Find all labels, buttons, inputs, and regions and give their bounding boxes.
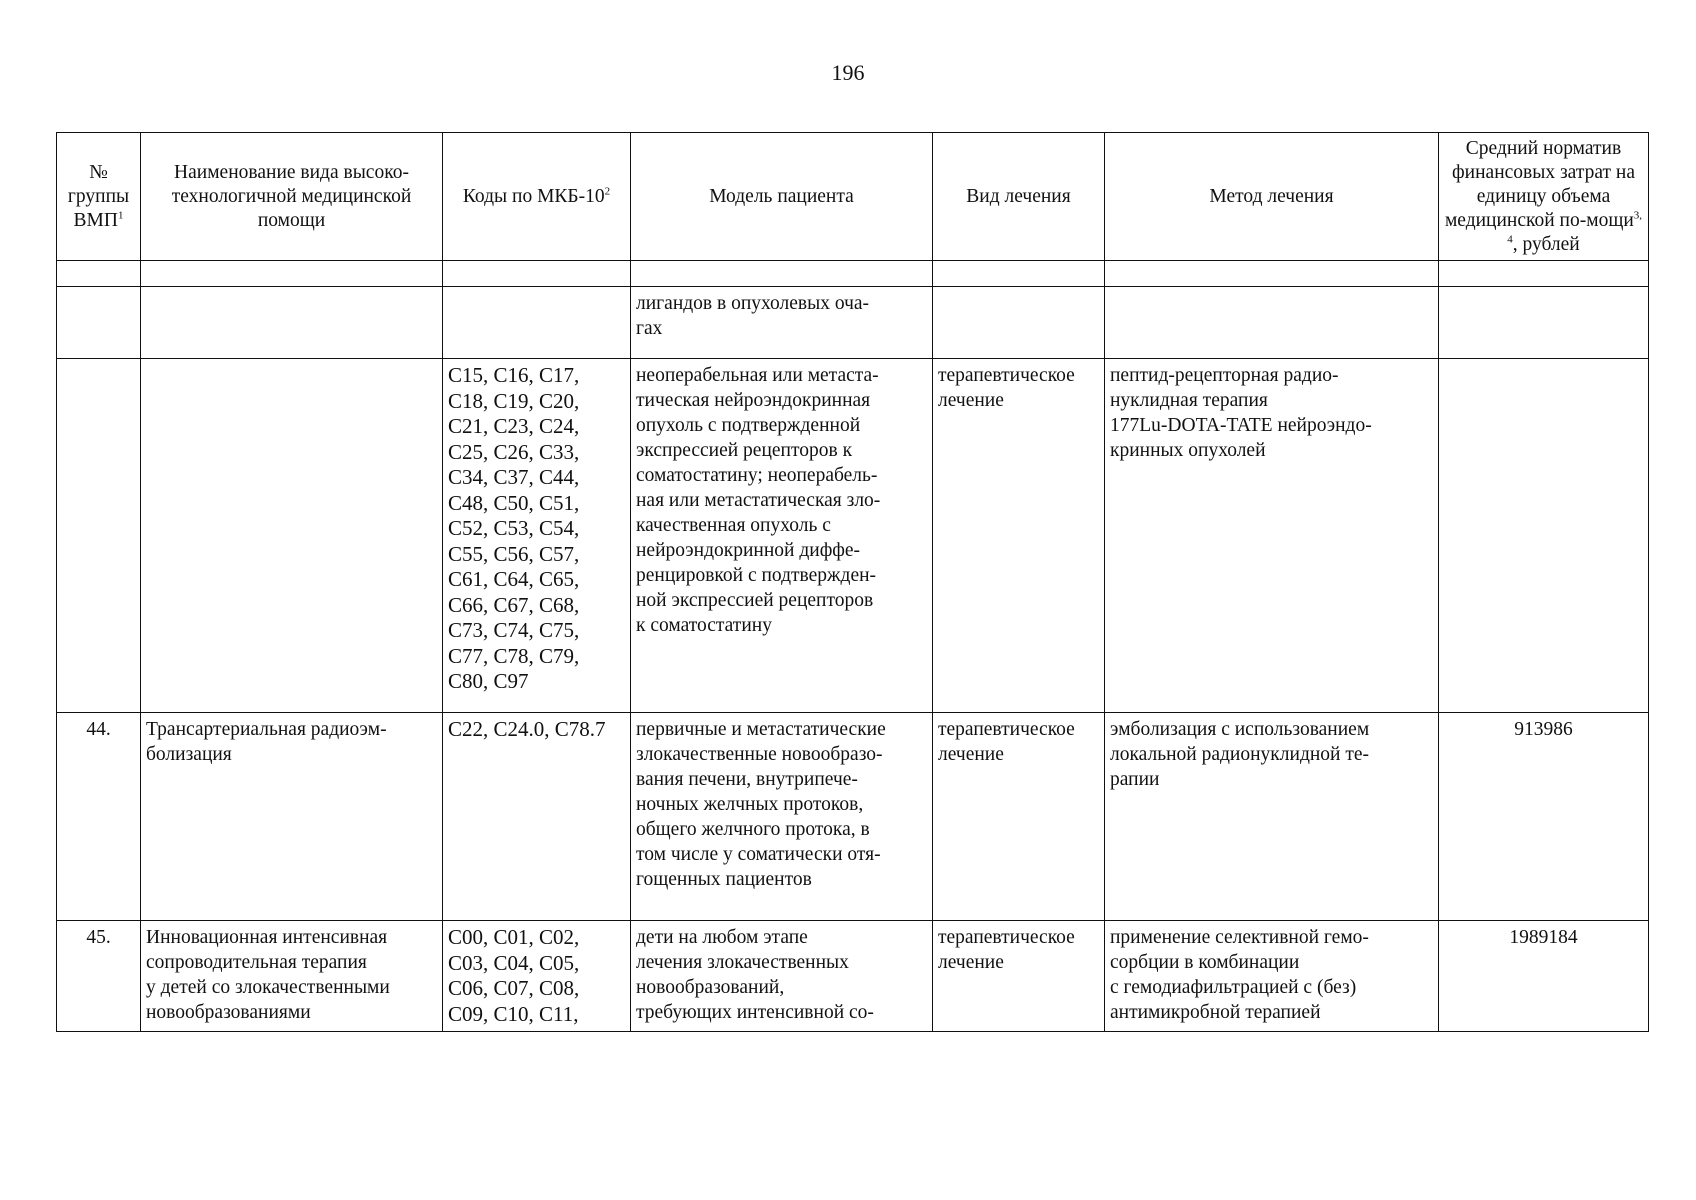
header-row <box>57 133 1649 261</box>
icd-codes-cell: C15, C16, C17, C18, C19, C20, C21, C23, C24, C25, C26, C33, C34, C37, C44, C48, C50, C51, C52, C53, C54, C55, C56, C57, C61, C64, C65, C66, C67, C68, C73, C74, C75, C77, C78, C79, C80, C97 <box>443 359 631 713</box>
treatment-type-cell: терапевтическое лечение <box>933 713 1105 921</box>
header-treatment-type: Вид лечения <box>933 133 1105 261</box>
spacer-row <box>57 261 1649 287</box>
patient-model-cell: неоперабельная или метаста- тическая нейроэндокринная опухоль с подтвержденной экспрессией рецепторов к соматостатину; неоперабель- ная или метастатическая зло- качественная опухоль с нейроэндокринной диффе- ренцировкой с подтвержден- ной экспрессией рецепторов к соматостатину <box>631 359 933 713</box>
header-care-type-name: Наименование вида высоко-технологичной медицинской помощи <box>141 133 443 261</box>
header-group-number: № группы ВМП$^1$ <box>57 133 141 261</box>
care-type-name-cell <box>141 287 443 359</box>
spacer-cell <box>1105 261 1439 287</box>
spacer-cell <box>141 261 443 287</box>
treatment-type-cell: терапевтическое лечение <box>933 921 1105 1032</box>
icd-codes-cell: C00, C01, C02, C03, C04, C05, C06, C07, C08, C09, C10, C11, <box>443 921 631 1032</box>
average-cost-cell: 913986 <box>1439 713 1649 921</box>
treatment-type-cell <box>933 287 1105 359</box>
table-row <box>57 713 1649 921</box>
treatment-method-cell <box>1105 287 1439 359</box>
care-type-name-cell <box>141 359 443 713</box>
vmp-table <box>56 132 1649 1032</box>
average-cost-cell <box>1439 287 1649 359</box>
spacer-cell <box>933 261 1105 287</box>
table-row <box>57 287 1649 359</box>
group-number-cell <box>57 359 141 713</box>
header-average-cost: Средний норматив финансовых затрат на единицу объема медицинской по-мощи$^{3, 4}$, рублей <box>1439 133 1649 261</box>
patient-model-cell: дети на любом этапе лечения злокачественных новообразований, требующих интенсивной со- <box>631 921 933 1032</box>
group-number-cell: 45. <box>57 921 141 1032</box>
icd-codes-cell <box>443 287 631 359</box>
treatment-method-cell: пептид-рецепторная радио- нуклидная терапия 177Lu-DOTA-TATE нейроэндо- кринных опухолей <box>1105 359 1439 713</box>
treatment-method-cell: эмболизация с использованием локальной радионуклидной те- рапии <box>1105 713 1439 921</box>
spacer-cell <box>443 261 631 287</box>
header-patient-model: Модель пациента <box>631 133 933 261</box>
treatment-type-cell: терапевтическое лечение <box>933 359 1105 713</box>
spacer-cell <box>57 261 141 287</box>
average-cost-cell: 1989184 <box>1439 921 1649 1032</box>
average-cost-cell <box>1439 359 1649 713</box>
header-icd-codes: Коды по МКБ-$10^2$ <box>443 133 631 261</box>
care-type-name-cell: Трансартериальная радиоэм- болизация <box>141 713 443 921</box>
table-row <box>57 359 1649 713</box>
spacer-cell <box>1439 261 1649 287</box>
table-row <box>57 921 1649 1032</box>
patient-model-cell: первичные и метастатические злокачественные новообразо- вания печени, внутрипече- ночных желчных протоков, общего желчного протока, в том числе у соматически отя- гощенных пациентов <box>631 713 933 921</box>
group-number-cell: 44. <box>57 713 141 921</box>
icd-codes-cell: C22, C24.0, C78.7 <box>443 713 631 921</box>
group-number-cell <box>57 287 141 359</box>
page-number: 196 <box>831 60 865 85</box>
spacer-cell <box>631 261 933 287</box>
header-treatment-method: Метод лечения <box>1105 133 1439 261</box>
patient-model-cell: лигандов в опухолевых оча- гах <box>631 287 933 359</box>
treatment-method-cell: применение селективной гемо- сорбции в комбинации с гемодиафильтрацией с (без) антимикробной терапией <box>1105 921 1439 1032</box>
care-type-name-cell: Инновационная интенсивная сопроводительная терапия у детей со злокачественными новообразованиями <box>141 921 443 1032</box>
